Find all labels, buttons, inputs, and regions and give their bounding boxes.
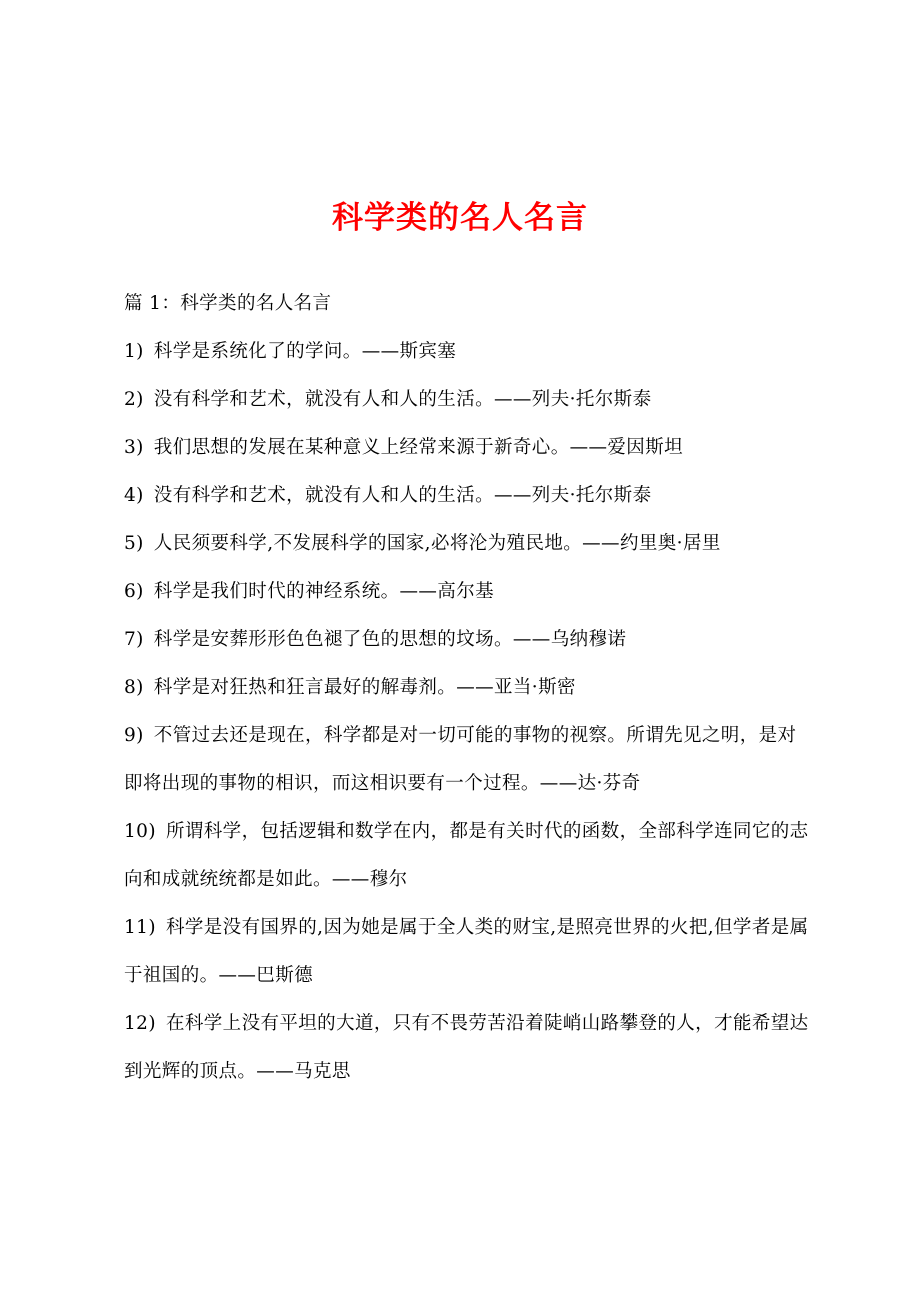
quote-number: 4) — [124, 485, 144, 506]
quote-number: 2) — [124, 389, 144, 410]
quote-text: 科学是系统化了的学问。——斯宾塞 — [153, 341, 457, 362]
quote-text: 科学是我们时代的神经系统。——高尔基 — [153, 581, 494, 602]
document-body — [124, 280, 810, 1096]
quote-text: 不管过去还是现在，科学都是对一切可能的事物的视察。所谓先见之明，是对即将出现的事物的相识，而这相识要有一个过程。——达·芬奇 — [124, 725, 797, 794]
quote-text: 人民须要科学,不发展科学的国家,必将沦为殖民地。——约里奥·居里 — [153, 533, 721, 554]
quote-item — [124, 376, 810, 424]
document-title: 科学类的名人名言 — [332, 200, 588, 236]
quote-text: 没有科学和艺术，就没有人和人的生活。——列夫·托尔斯泰 — [153, 485, 652, 506]
quote-item — [124, 520, 810, 568]
quote-number: 8) — [124, 677, 144, 698]
quote-number: 10) — [124, 821, 156, 842]
quote-item — [124, 616, 810, 664]
quote-item — [124, 808, 810, 904]
quote-number: 1) — [124, 341, 144, 362]
quote-item — [124, 472, 810, 520]
quote-number: 7) — [124, 629, 144, 650]
quote-item — [124, 424, 810, 472]
quote-text: 没有科学和艺术，就没有人和人的生活。——列夫·托尔斯泰 — [153, 389, 652, 410]
quote-item — [124, 1000, 810, 1096]
quote-number: 5) — [124, 533, 144, 554]
section-heading: 篇 1：科学类的名人名言 — [124, 293, 332, 314]
quote-number: 3) — [124, 437, 144, 458]
quote-text: 我们思想的发展在某种意义上经常来源于新奇心。——爱因斯坦 — [153, 437, 683, 458]
quote-number: 11) — [124, 917, 156, 938]
quote-text: 科学是安葬形形色色褪了色的思想的坟场。——乌纳穆诺 — [153, 629, 627, 650]
quote-item — [124, 328, 810, 376]
quote-text: 所谓科学，包括逻辑和数学在内，都是有关时代的函数，全部科学连同它的志向和成就统统都是如此。——穆尔 — [124, 821, 809, 890]
quote-item — [124, 664, 810, 712]
quote-item — [124, 568, 810, 616]
quote-text: 在科学上没有平坦的大道，只有不畏劳苦沿着陡峭山路攀登的人，才能希望达到光辉的顶点。——马克思 — [124, 1013, 809, 1082]
quote-text: 科学是没有国界的,因为她是属于全人类的财宝,是照亮世界的火把,但学者是属于祖国的。——巴斯德 — [124, 917, 809, 986]
quote-text: 科学是对狂热和狂言最好的解毒剂。——亚当·斯密 — [153, 677, 576, 698]
quote-number: 6) — [124, 581, 144, 602]
quote-number: 12) — [124, 1013, 156, 1034]
quote-item — [124, 712, 810, 808]
quote-number: 9) — [124, 725, 144, 746]
quote-item — [124, 904, 810, 1000]
